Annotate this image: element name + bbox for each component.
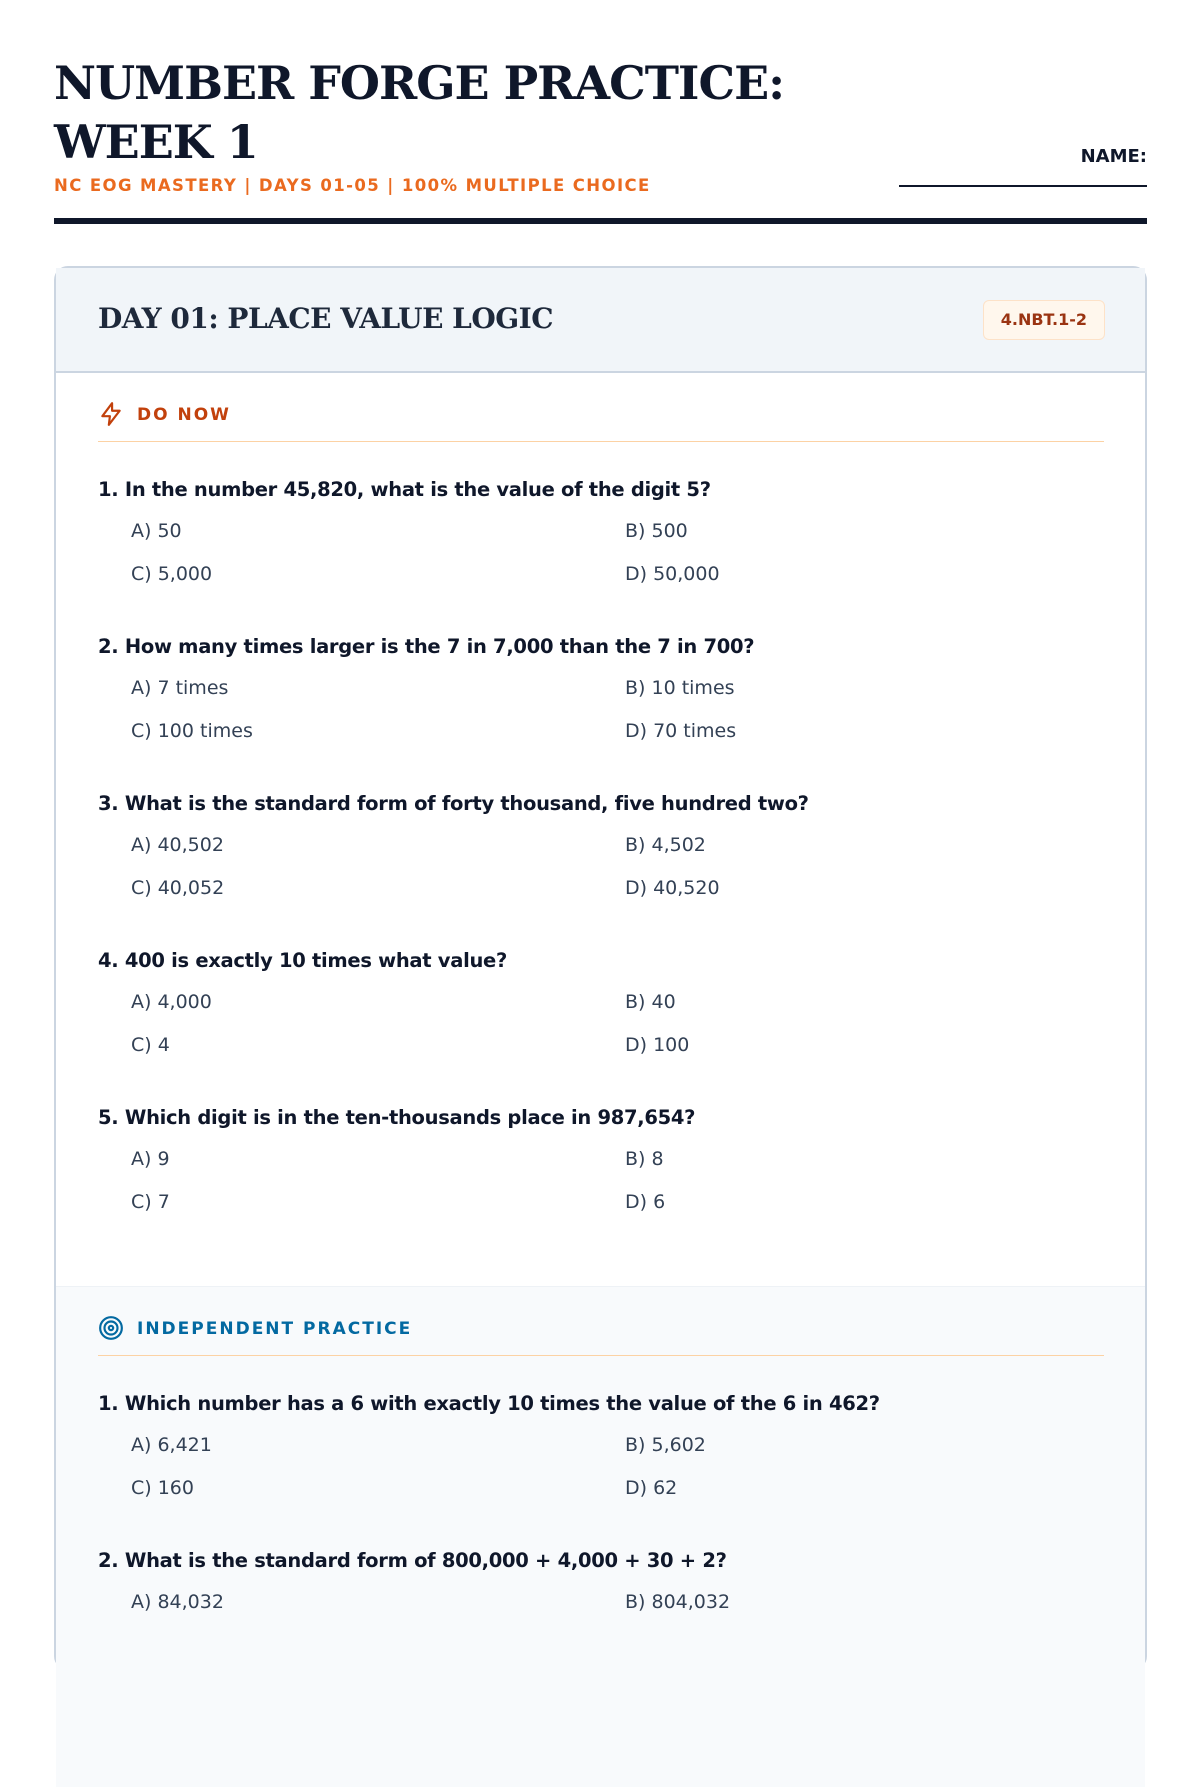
question-text: 3. What is the standard form of forty thousand, five hundred two? [98, 792, 809, 815]
answer-option-d[interactable]: D) 40,520 [625, 877, 720, 899]
question-text: 2. What is the standard form of 800,000 + 4,000 + 30 + 2? [98, 1549, 727, 1572]
answer-option-d[interactable]: D) 62 [625, 1477, 678, 1499]
worksheet-page [54, 0, 1147, 1613]
answer-option-a[interactable]: A) 84,032 [131, 1591, 224, 1613]
answer-option-c[interactable]: C) 7 [131, 1191, 170, 1213]
name-label: NAME: [1080, 146, 1147, 167]
answer-option-b[interactable]: B) 804,032 [625, 1591, 731, 1613]
target-icon [98, 1315, 124, 1341]
standard-badge: 4.NBT.1-2 [983, 300, 1105, 340]
answer-option-c[interactable]: C) 100 times [131, 720, 253, 742]
worksheet-header [54, 54, 1147, 226]
answer-option-b[interactable]: B) 10 times [625, 677, 735, 699]
question-text: 5. Which digit is in the ten-thousands place in 987,654? [98, 1106, 696, 1129]
practice-heading [98, 1315, 1104, 1356]
answer-option-b[interactable]: B) 500 [625, 520, 688, 542]
answer-option-c[interactable]: C) 160 [131, 1477, 194, 1499]
answer-option-b[interactable]: B) 4,502 [625, 834, 706, 856]
answer-option-b[interactable]: B) 5,602 [625, 1434, 706, 1456]
answer-option-a[interactable]: A) 9 [131, 1148, 170, 1170]
do-now-section [56, 373, 1145, 1253]
question-text: 1. Which number has a 6 with exactly 10 times the value of the 6 in 462? [98, 1392, 880, 1415]
title-line-1: NUMBER FORGE PRACTICE: [54, 56, 785, 110]
name-write-line [899, 185, 1147, 187]
question-text: 1. In the number 45,820, what is the value of the digit 5? [98, 478, 711, 501]
answer-option-d[interactable]: D) 70 times [625, 720, 737, 742]
answer-option-b[interactable]: B) 40 [625, 991, 676, 1013]
answer-option-c[interactable]: C) 40,052 [131, 877, 225, 899]
name-field [899, 146, 1147, 187]
answer-option-b[interactable]: B) 8 [625, 1148, 664, 1170]
page-subtitle: NC EOG MASTERY | DAYS 01-05 | 100% MULTIPLE CHOICE [54, 176, 651, 195]
header-divider [54, 218, 1147, 224]
answer-option-a[interactable]: A) 50 [131, 520, 182, 542]
answer-option-c[interactable]: C) 4 [131, 1034, 170, 1056]
question-text: 2. How many times larger is the 7 in 7,000 than the 7 in 700? [98, 635, 755, 658]
answer-option-d[interactable]: D) 6 [625, 1191, 666, 1213]
answer-option-a[interactable]: A) 4,000 [131, 991, 212, 1013]
day-header [56, 268, 1145, 373]
day-card [54, 266, 1147, 1670]
practice-label: INDEPENDENT PRACTICE [137, 1319, 413, 1339]
answer-option-d[interactable]: D) 100 [625, 1034, 690, 1056]
do-now-heading [98, 401, 1104, 442]
day-title: DAY 01: PLACE VALUE LOGIC [98, 302, 554, 335]
answer-option-d[interactable]: D) 50,000 [625, 563, 720, 585]
lightning-icon [98, 401, 124, 427]
page-title [54, 54, 814, 172]
title-line-2: WEEK 1 [54, 115, 258, 169]
do-now-label: DO NOW [137, 405, 231, 425]
answer-option-a[interactable]: A) 7 times [131, 677, 229, 699]
answer-option-c[interactable]: C) 5,000 [131, 563, 213, 585]
answer-option-a[interactable]: A) 6,421 [131, 1434, 212, 1456]
answer-option-a[interactable]: A) 40,502 [131, 834, 224, 856]
question-text: 4. 400 is exactly 10 times what value? [98, 949, 507, 972]
independent-practice-section [56, 1286, 1145, 1787]
